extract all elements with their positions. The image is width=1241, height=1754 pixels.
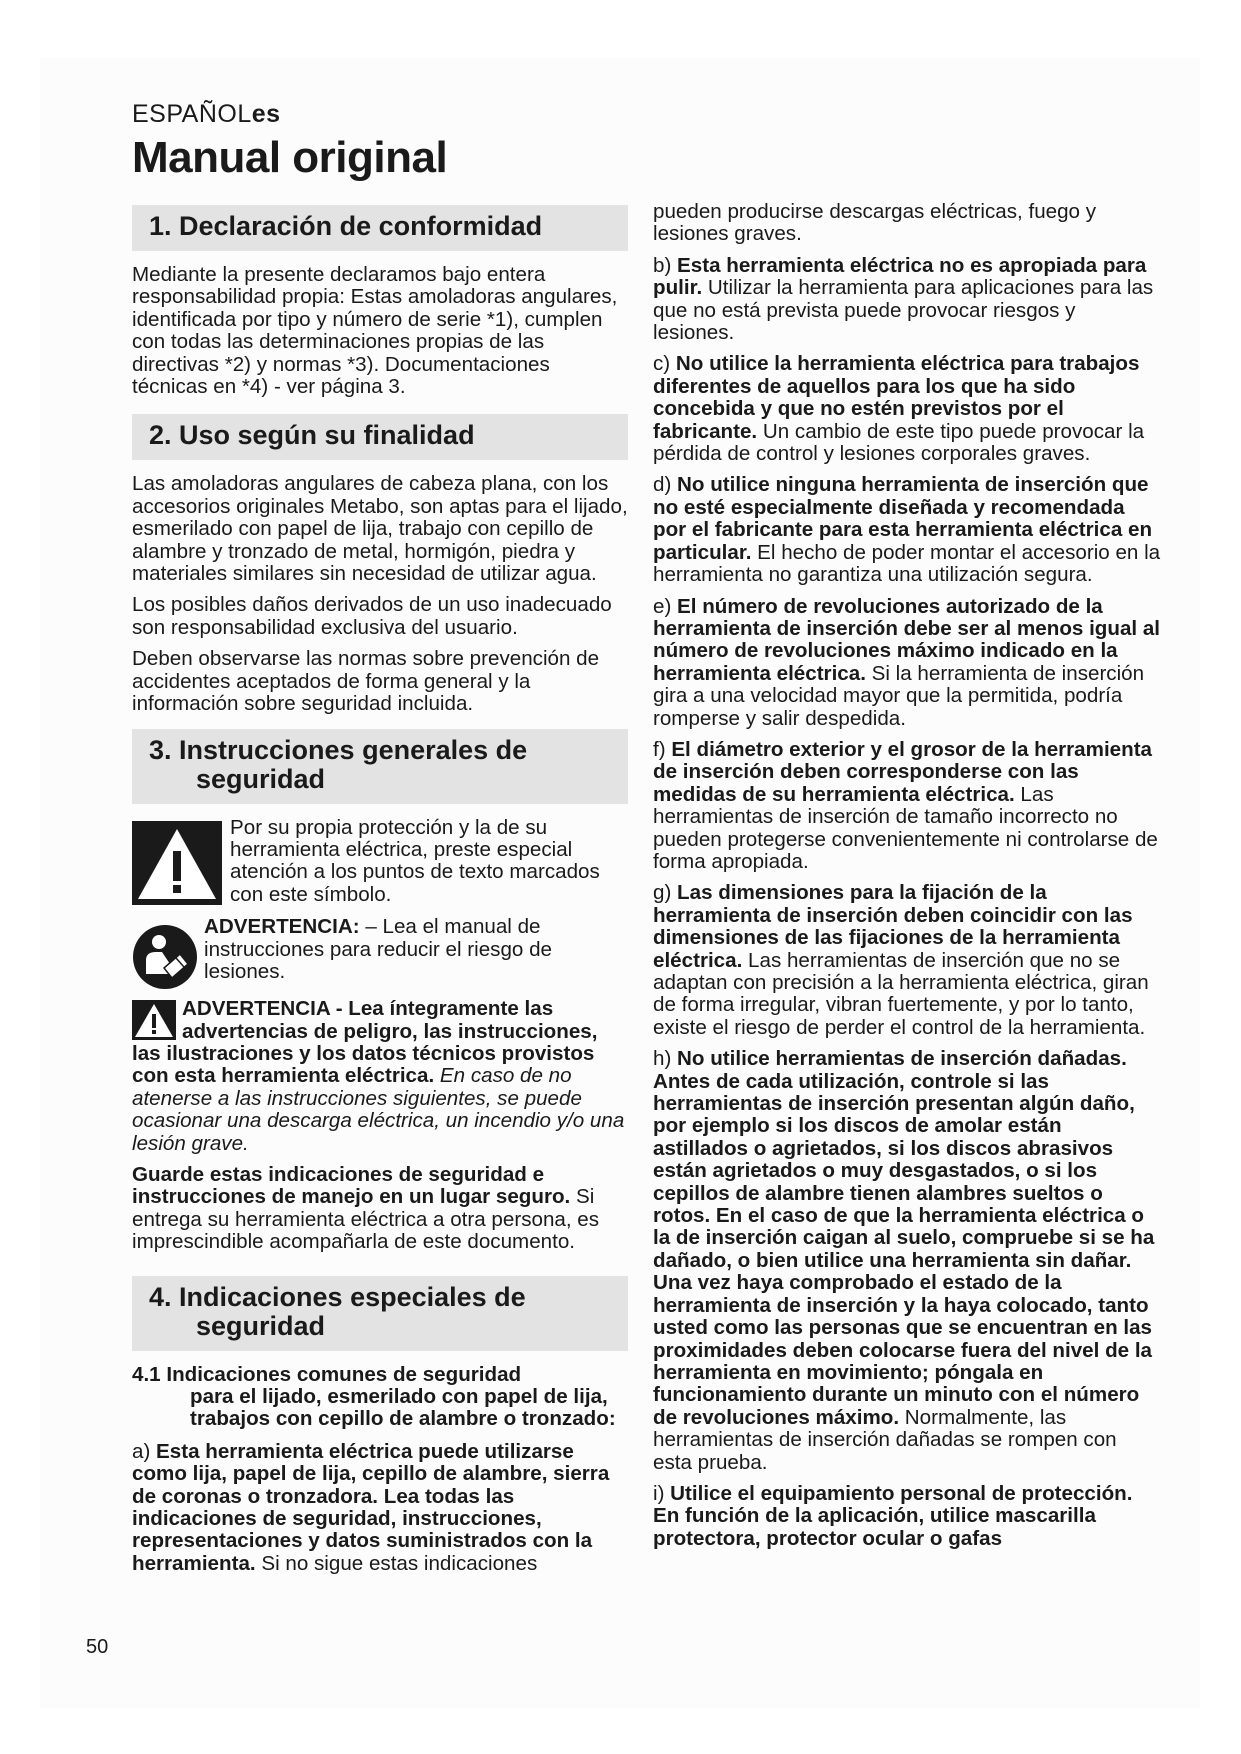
language-label: ESPAÑOLes	[132, 100, 281, 128]
item-b-paragraph: b) Esta herramienta eléctrica no es apropiada para pulir. Utilizar la herramienta para aplicaciones para las que no está prevista puede provocar riesgos y lesiones.	[653, 253, 1154, 345]
subsection-4-1-heading: 4.1 Indicaciones comunes de seguridad para el lijado, esmerilado con papel de lija, trabajos con cepillo de alambre o tronzado:	[132, 1362, 616, 1431]
section-2-paragraph-2: Los posibles daños derivados de un uso inadecuado son responsabilidad exclusiva del usuario.	[132, 593, 612, 639]
read-manual-note	[132, 916, 628, 990]
section-1-heading: 1. Declaración de conformidad	[132, 205, 628, 251]
warning-triangle-icon	[132, 821, 222, 905]
section-4-heading: 4. Indicaciones especiales de seguridad	[132, 1276, 628, 1351]
page-title: Manual original	[132, 133, 448, 182]
warning-triangle-small-icon	[132, 1000, 176, 1040]
item-e-paragraph: e) El número de revoluciones autorizado de la herramienta de inserción debe ser al menos igual al número de revoluciones máximo indicado en la herramienta eléctrica. Si la herramienta de inserción gira a una velocidad mayor que la permitida, podría romperse y salir despedida.	[653, 594, 1161, 730]
item-i-paragraph: i) Utilice el equipamiento personal de protección. En función de la aplicación, utilice mascarilla protectora, protector ocular o gafas	[653, 1481, 1133, 1550]
left-column	[132, 205, 628, 1584]
item-a-continuation: pueden producirse descargas eléctricas, fuego y lesiones graves.	[653, 200, 1097, 246]
warning-symbol-text: Por su propia protección y la de su herramienta eléctrica, preste especial atención a los puntos de texto marcados con este símbolo.	[230, 815, 600, 906]
section-2-heading: 2. Uso según su finalidad	[132, 414, 628, 460]
item-f-paragraph: f) El diámetro exterior y el grosor de la herramienta de inserción deben corresponderse con las medidas de su herramienta eléctrica. Las herramientas de inserción de tamaño incorrecto no pueden protegerse convenientemente ni controlarse de forma apropiada.	[653, 737, 1158, 873]
right-column	[653, 201, 1161, 1559]
page-number: 50	[86, 1636, 109, 1658]
section-2-paragraph-3: Deben observarse las normas sobre prevención de accidentes aceptados de forma general y la información sobre seguridad incluida.	[132, 647, 600, 716]
section-3-heading: 3. Instrucciones generales de seguridad	[132, 729, 628, 804]
section-1-paragraph: Mediante la presente declaramos bajo entera responsabilidad propia: Estas amoladoras angulares, identificada por tipo y número de serie *1), cumplen con todas las determinaciones propias de las directivas *2) y normas *3). Documentaciones técnicas en *4) - ver página 3.	[132, 263, 618, 399]
read-manual-text: ADVERTENCIA: – Lea el manual de instrucciones para reducir el riesgo de lesiones.	[204, 915, 552, 983]
keep-instructions-paragraph: Guarde estas indicaciones de seguridad e instrucciones de manejo en un lugar seguro. Si entrega su herramienta eléctrica a otra persona, es imprescindible acompañarla de este documento.	[132, 1162, 600, 1254]
item-d-paragraph: d) No utilice ninguna herramienta de inserción que no esté especialmente diseñada y recomendada por el fabricante para esta herramienta eléctrica en particular. El hecho de poder montar el accesorio en la herramienta no garantiza una utilización segura.	[653, 473, 1161, 587]
item-h-paragraph: h) No utilice herramientas de inserción dañadas. Antes de cada utilización, controle si las herramientas de inserción presentan algún daño, por ejemplo si los discos de amolar están astillados o agrietados, si los discos abrasivos están agrietados o muy desgastados, o si los cepillos de alambre tienen alambres sueltos o rotos. En el caso de que la herramienta eléctrica o la de inserción caigan al suelo, compruebe si se ha dañado, o bien utilice una herramienta sin dañar. Una vez haya comprobado el estado de la herramienta de inserción y la haya colocado, tanto usted como las personas que se encuentran en las proximidades deben colocarse fuera del nivel de la herramienta en movimiento; póngala en funcionamiento durante un minuto con el número de revoluciones máximo. Normalmente, las herramientas de inserción dañadas se rompen con esta prueba.	[653, 1047, 1155, 1474]
item-c-paragraph: c) No utilice la herramienta eléctrica para trabajos diferentes de aquellos para los que ha sido concebida y que no estén previstos por el fabricante. Un cambio de este tipo puede provocar la pérdida de control y lesiones corporales graves.	[653, 352, 1145, 466]
item-a-paragraph: a) Esta herramienta eléctrica puede utilizarse como lija, papel de lija, cepillo de alambre, sierra de coronas o tronzadora. Lea todas las indicaciones de seguridad, instrucciones, representaciones y datos suministrados con la herramienta. Si no sigue estas indicaciones	[132, 1439, 610, 1575]
general-warning-paragraph: ADVERTENCIA - Lea íntegramente las advertencias de peligro, las instrucciones, las ilustraciones y los datos técnicos provistos con esta herramienta eléctrica. En caso de no atenerse a las instrucciones siguientes, se puede ocasionar una descarga eléctrica, un incendio y/o una lesión grave.	[132, 997, 625, 1155]
warning-symbol-note	[132, 817, 628, 907]
read-manual-icon	[132, 924, 198, 990]
section-2-paragraph-1: Las amoladoras angulares de cabeza plana, con los accesorios originales Metabo, son aptas para el lijado, esmerilado con papel de lija, trabajo con cepillo de alambre y tronzado de metal, hormigón, piedra y materiales similares sin necesidad de utilizar agua.	[132, 472, 628, 586]
item-g-paragraph: g) Las dimensiones para la fijación de la herramienta de inserción deben coincidir con las dimensiones de las fijaciones de la herramienta eléctrica. Las herramientas de inserción que no se adaptan con precisión a la herramienta eléctrica, giran de forma irregular, vibran fuertemente, y por lo tanto, existe el riesgo de perder el control de la herramienta.	[653, 881, 1149, 1039]
